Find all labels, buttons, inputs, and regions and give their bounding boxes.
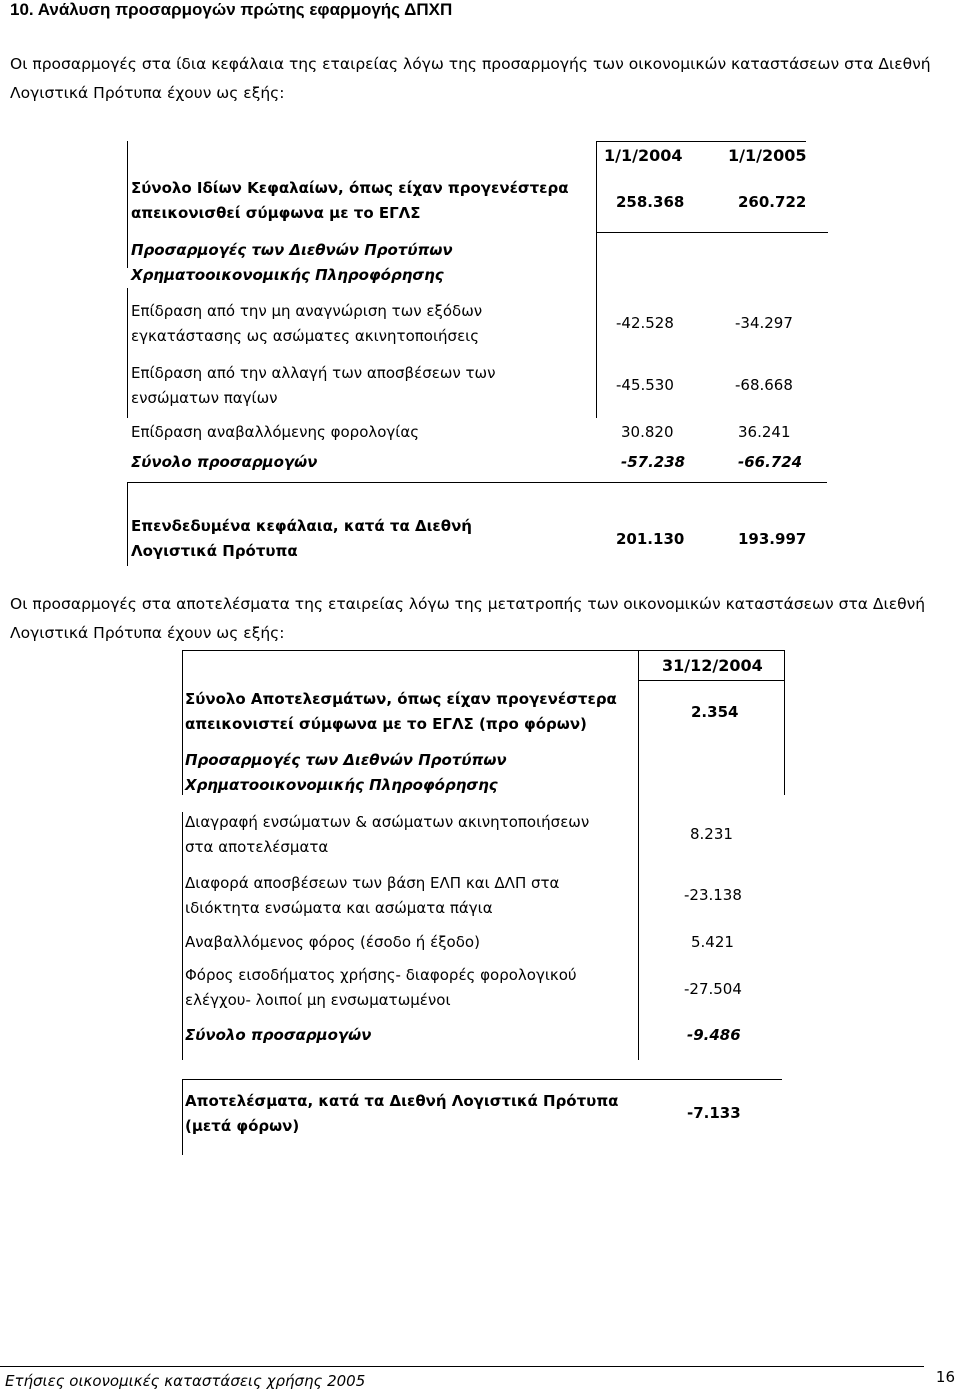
- table2-final-value: -7.133: [687, 1104, 741, 1122]
- table2-total-label: Σύνολο προσαρμογών: [185, 1026, 372, 1044]
- table1-final-value-2004: 201.130: [616, 530, 685, 548]
- table2-header-bottom-border: [638, 680, 784, 681]
- table2-col-header-2004: 31/12/2004: [662, 656, 763, 675]
- table1-left-border-top: [127, 141, 128, 268]
- table1-col-header-2005: 1/1/2005: [728, 146, 807, 165]
- table1-row1-value-2004: -42.528: [616, 314, 674, 332]
- table1-adjustments-header: Προσαρμογές των Διεθνών Προτύπων Χρηματοοικονομικής Πληροφόρησης: [131, 241, 453, 284]
- table1-column-divider: [596, 141, 597, 418]
- table1-total-value-2005: -66.724: [738, 453, 803, 471]
- table1-row2-value-2004: -45.530: [616, 376, 674, 394]
- footer-text: Ετήσιες οικονομικές καταστάσεις χρήσης 2005: [5, 1372, 366, 1390]
- table2-left-border-top: [182, 650, 183, 795]
- intro-paragraph-equity: Οι προσαρμογές στα ίδια κεφάλαια της εταιρείας λόγω της προσαρμογής των οικονομικών καταστάσεων στα Διεθνή Λογιστικά Πρότυπα έχουν ως εξής:: [10, 55, 931, 102]
- table2-final-left-border: [182, 1079, 183, 1155]
- table1-final-label: Επενδεδυμένα κεφάλαια, κατά τα Διεθνή Λογιστικά Πρότυπα: [131, 517, 472, 560]
- table1-left-border-mid: [127, 288, 128, 418]
- table1-row3-value-2004: 30.820: [621, 423, 674, 441]
- table2-results-label: Σύνολο Αποτελεσμάτων, όπως είχαν προγενέστερα απεικονιστεί σύμφωνα με το ΕΓΛΣ (προ φόρων): [185, 690, 617, 733]
- table1-row3-label: Επίδραση αναβαλλόμενης φορολογίας: [131, 423, 420, 441]
- table2-results-value: 2.354: [691, 703, 739, 721]
- table1-total-label: Σύνολο προσαρμογών: [131, 453, 318, 471]
- table1-row2-value-2005: -68.668: [735, 376, 793, 394]
- table1-header-top-border: [596, 141, 806, 142]
- table2-row1-value: 8.231: [690, 825, 733, 843]
- table2-row4-value: -27.504: [684, 980, 742, 998]
- table2-row2-value: -23.138: [684, 886, 742, 904]
- page-number: 16: [935, 1368, 955, 1386]
- table1-final-value-2005: 193.997: [738, 530, 807, 548]
- intro-paragraph-results: Οι προσαρμογές στα αποτελέσματα της εταιρείας λόγω της μετατροπής των οικονομικών καταστάσεων στα Διεθνή Λογιστικά Πρότυπα έχουν ως εξής:: [10, 595, 926, 642]
- table2-row3-label: Αναβαλλόμενος φόρος (έσοδο ή έξοδο): [185, 933, 480, 951]
- footer-rule: [0, 1366, 924, 1367]
- section-heading: 10. Ανάλυση προσαρμογών πρώτης εφαρμογής ΔΠΧΠ: [10, 0, 453, 19]
- table2-final-top-border: [182, 1079, 782, 1080]
- table1-equity-value-2004: 258.368: [616, 193, 685, 211]
- table1-row1-label: Επίδραση από την μη αναγνώριση των εξόδων εγκατάστασης ως ασώματες ακινητοποιήσεις: [131, 302, 483, 345]
- table1-total-value-2004: -57.238: [621, 453, 686, 471]
- table2-row4-label: Φόρος εισοδήματος χρήσης- διαφορές φορολογικού ελέγχου- λοιποί μη ενσωματωμένοι: [185, 966, 577, 1009]
- table2-right-border-top: [784, 650, 785, 795]
- table2-row2-label: Διαφορά αποσβέσεων των βάση ΕΛΠ και ΔΛΠ στα ιδιόκτητα ενσώματα και ασώματα πάγια: [185, 874, 560, 917]
- table2-row1-label: Διαγραφή ενσώματων & ασώματων ακινητοποιήσεων στα αποτελέσματα: [185, 813, 590, 856]
- table2-top-border: [182, 650, 785, 651]
- table2-total-value: -9.486: [687, 1026, 741, 1044]
- table2-row3-value: 5.421: [691, 933, 734, 951]
- table1-row3-value-2005: 36.241: [738, 423, 791, 441]
- table1-col-header-2004: 1/1/2004: [604, 146, 683, 165]
- table2-final-label: Αποτελέσματα, κατά τα Διεθνή Λογιστικά Πρότυπα (μετά φόρων): [185, 1092, 619, 1135]
- table1-final-top-border: [127, 482, 827, 483]
- table2-column-divider: [638, 650, 639, 1060]
- table1-row2-label: Επίδραση από την αλλαγή των αποσβέσεων των ενσώματων παγίων: [131, 364, 496, 407]
- table1-row1-value-2005: -34.297: [735, 314, 793, 332]
- table2-adjustments-header: Προσαρμογές των Διεθνών Προτύπων Χρηματοοικονομικής Πληροφόρησης: [185, 751, 507, 794]
- table1-equity-label: Σύνολο Ιδίων Κεφαλαίων, όπως είχαν προγενέστερα απεικονισθεί σύμφωνα με το ΕΓΛΣ: [131, 179, 569, 222]
- table1-left-border-bottom: [127, 482, 128, 566]
- table2-left-border-bottom: [182, 812, 183, 1060]
- table1-equity-value-2005: 260.722: [738, 193, 807, 211]
- table1-right-stub: [596, 232, 828, 233]
